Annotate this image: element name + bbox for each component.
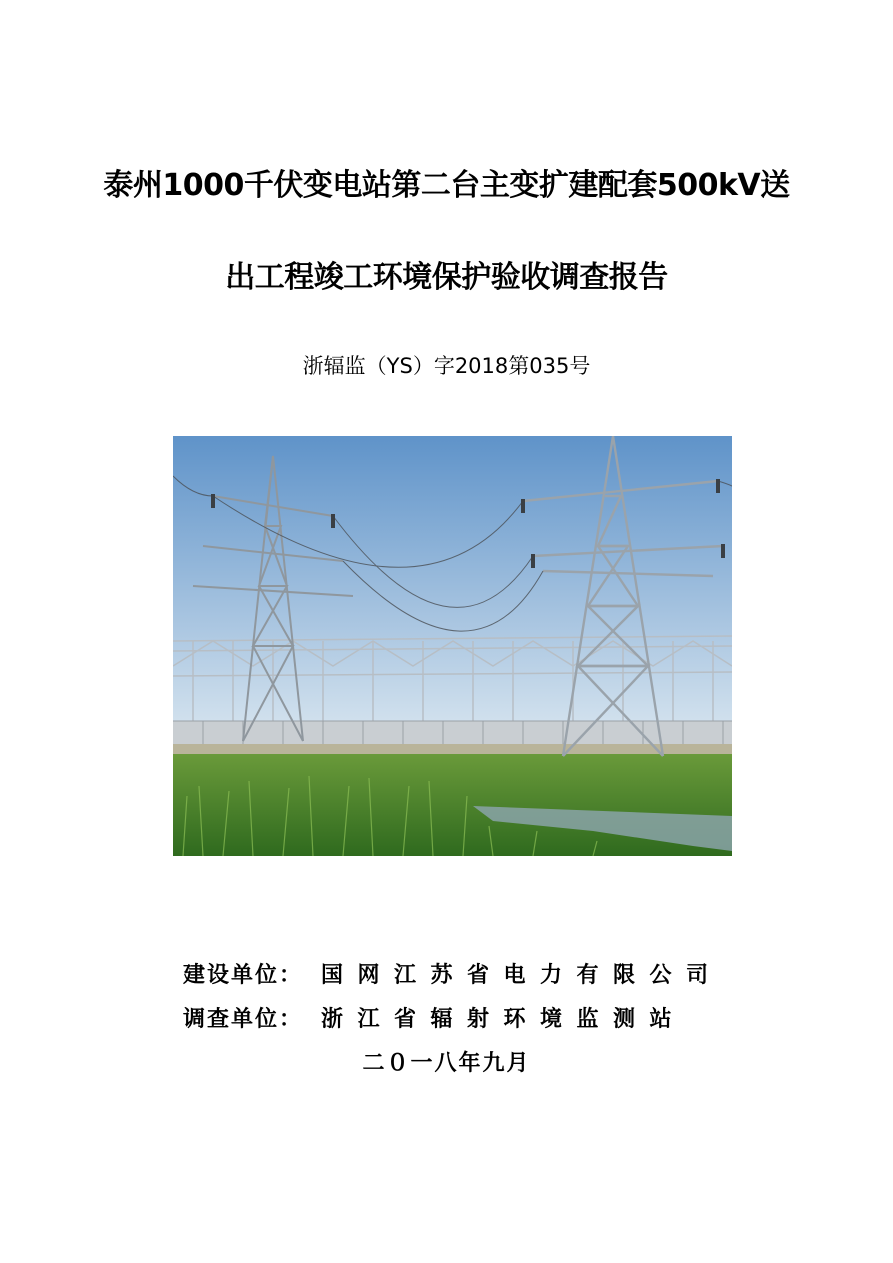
- report-title-line-2: 出工程竣工环境保护验收调查报告: [225, 260, 668, 295]
- construction-unit-row: [183, 958, 723, 989]
- survey-unit-label: 调查单位：: [183, 1007, 304, 1032]
- survey-unit-value: 浙江省辐射环境监测站: [321, 1007, 687, 1032]
- substation-photo: [173, 436, 732, 856]
- survey-unit-row: [183, 1002, 686, 1033]
- construction-unit-value: 国网江苏省电力有限公司: [321, 963, 723, 988]
- document-number: 浙辐监（YS）字2018第035号: [302, 354, 591, 378]
- report-date: 二０一八年九月: [362, 1051, 531, 1076]
- construction-unit-label: 建设单位：: [183, 963, 304, 988]
- report-title-line-1: 泰州1000千伏变电站第二台主变扩建配套500kV送: [103, 168, 790, 203]
